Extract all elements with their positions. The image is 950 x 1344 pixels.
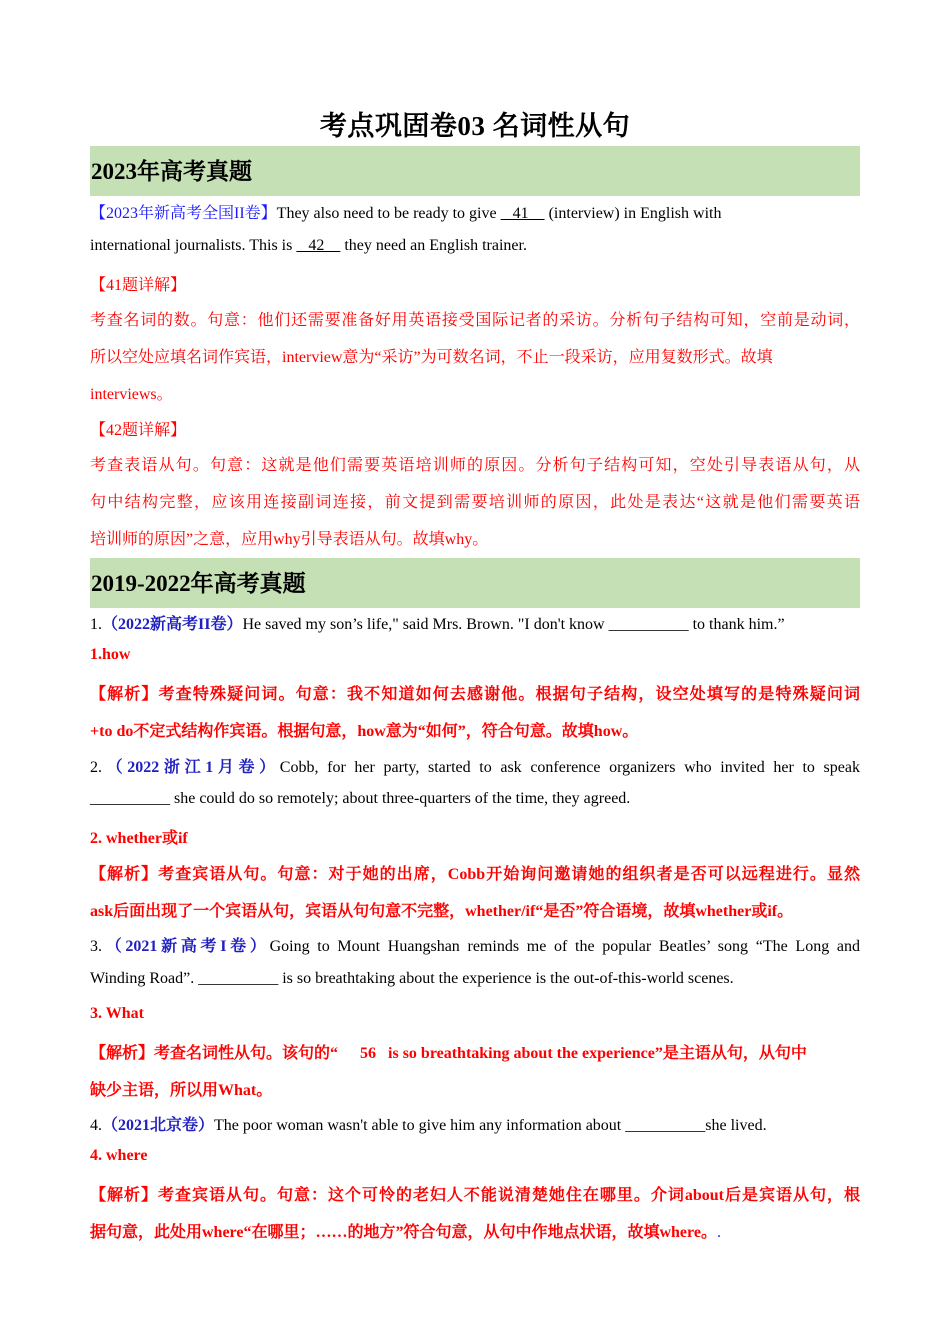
answer-1: 1.how bbox=[90, 646, 131, 663]
question-2-line2: __________ she could do so remotely; about three-quarters of the time, they agreed. bbox=[90, 790, 631, 807]
question-2023-line2: international journalists. This is 42 they need an English trainer. bbox=[90, 237, 527, 254]
blank-41: 41 bbox=[500, 205, 545, 222]
explanation-4: 据句意，此处用where“在哪里；……的地方”符合句意，从句中作地点状语，故填where。. bbox=[90, 1224, 721, 1241]
question-source: 【2023年新高考全国II卷】 bbox=[90, 205, 277, 222]
explanation-4: 【解析】考查宾语从句。句意：这个可怜的老妇人不能说清楚她住在哪里。介词about后是宾语从句，根 bbox=[90, 1187, 860, 1204]
question-source: （2021北京卷） bbox=[102, 1117, 215, 1134]
explanation-3: 缺少主语，所以用What。 bbox=[90, 1082, 273, 1099]
explanation-1: 【解析】考查特殊疑问词。句意：我不知道如何去感谢他。根据句子结构，设空处填写的是特殊疑问词 bbox=[90, 686, 860, 703]
question-source: （2021新高考I卷） bbox=[102, 938, 270, 955]
section-heading-2019-2022: 2019-2022年高考真题 bbox=[90, 558, 860, 608]
answer-41-text: 考查名词的数。句意：他们还需要准备好用英语接受国际记者的采访。分析句子结构可知，空前是动词， bbox=[90, 312, 860, 329]
section-heading-2023: 2023年高考真题 bbox=[90, 146, 860, 196]
answer-42-text: 培训师的原因”之意，应用why引导表语从句。故填why。 bbox=[90, 531, 489, 548]
answer-2: 2. whether或if bbox=[90, 830, 188, 847]
answer-4: 4. where bbox=[90, 1147, 148, 1164]
question-4: 4.（2021北京卷）The poor woman wasn't able to give him any information about __________she lived. bbox=[90, 1117, 767, 1134]
question-3-line2: Winding Road”. __________ is so breathtaking about the experience is the out-of-this-world scenes. bbox=[90, 970, 734, 987]
answer-41-heading: 【41题详解】 bbox=[90, 277, 187, 294]
question-2: 2.（2022浙江1月卷）Cobb, for her party, started to ask conference organizers who invited her to speak bbox=[90, 759, 860, 776]
question-source: （2022浙江1月卷） bbox=[102, 759, 280, 776]
question-1: 1.（2022新高考II卷）He saved my son’s life," said Mrs. Brown. "I don't know __________ to thank him.” bbox=[90, 616, 785, 633]
blank-42: 42 bbox=[296, 237, 341, 254]
answer-41-text: interviews。 bbox=[90, 386, 173, 403]
question-source: （2022新高考II卷） bbox=[102, 616, 243, 633]
answer-41-text: 所以空处应填名词作宾语，interview意为“采访”为可数名词，不止一段采访，应用复数形式。故填 bbox=[90, 349, 773, 366]
explanation-3: 【解析】考查名词性从句。该句的“ 56 is so breathtaking about the experience”是主语从句，从句中 bbox=[90, 1045, 807, 1062]
answer-42-text: 句中结构完整，应该用连接副词连接，前文提到需要培训师的原因，此处是表达“这就是他们需要英语 bbox=[90, 494, 860, 511]
page-title: 考点巩固卷03 名词性从句 bbox=[319, 111, 631, 141]
answer-42-text: 考查表语从句。句意：这就是他们需要英语培训师的原因。分析句子结构可知，空处引导表语从句，从 bbox=[90, 457, 860, 474]
answer-3: 3. What bbox=[90, 1005, 144, 1022]
question-2023-line1: 【2023年新高考全国II卷】They also need to be ready to give 41 (interview) in English with bbox=[90, 205, 722, 222]
explanation-1: +to do不定式结构作宾语。根据句意，how意为“如何”，符合句意。故填how。 bbox=[90, 723, 639, 740]
question-3: 3.（2021新高考I卷）Going to Mount Huangshan reminds me of the popular Beatles’ song “The Long and bbox=[90, 938, 860, 955]
answer-42-heading: 【42题详解】 bbox=[90, 422, 187, 439]
explanation-2: 【解析】考查宾语从句。句意：对于她的出席，Cobb开始询问邀请她的组织者是否可以远程进行。显然 bbox=[90, 866, 860, 883]
explanation-2: ask后面出现了一个宾语从句，宾语从句句意不完整，whether/if“是否”符合语境，故填whether或if。 bbox=[90, 903, 794, 920]
